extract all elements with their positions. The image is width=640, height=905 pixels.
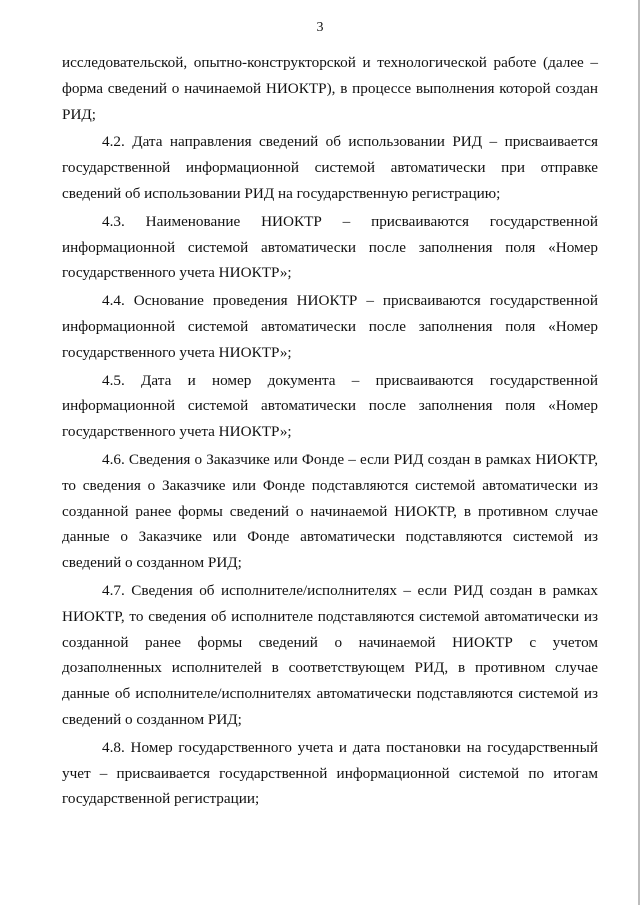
paragraph-4-6: 4.6. Сведения о Заказчике или Фонде – если РИД создан в рамках НИОКТР, то сведения о Заказчике или Фонде подставляются системой автоматически из созданной ранее формы сведений о начинаемой НИОКТР, в противном случае данные о Заказчике или Фонде автоматически подставляются системой из сведений о созданном РИД; bbox=[62, 450, 598, 572]
paragraph-continuation: исследовательской, опытно-конструкторской и технологической работе (далее – форма сведений о начинаемой НИОКТР), в процессе выполнения которой создан РИД; bbox=[62, 54, 598, 123]
document-body bbox=[62, 50, 598, 814]
paragraph-4-4: 4.4. Основание проведения НИОКТР – присваиваются государственной информационной системой автоматически после заполнения поля «Номер государственного учета НИОКТР»; bbox=[62, 292, 598, 361]
paragraph-4-5: 4.5. Дата и номер документа – присваиваются государственной информационной системой автоматически после заполнения поля «Номер государственного учета НИОКТР»; bbox=[62, 371, 598, 441]
paragraph-4-7: 4.7. Сведения об исполнителе/исполнителях – если РИД создан в рамках НИОКТР, то сведения об исполнителе подставляются системой автоматически из созданной ранее формы сведений о начинаемой НИОКТР с учетом дозаполненных исполнителей в соответствующем РИД, в противном случае данные об исполнителе/исполнителях автоматически подставляются системой из сведений о созданном РИД; bbox=[62, 581, 598, 728]
paragraph-4-2: 4.2. Дата направления сведений об использовании РИД – присваивается государственной информационной системой автоматически при отправке сведений об использовании РИД на государственную регистрацию; bbox=[62, 133, 598, 202]
paragraph-4-3: 4.3. Наименование НИОКТР – присваиваются государственной информационной системой автоматически после заполнения поля «Номер государственного учета НИОКТР»; bbox=[62, 212, 598, 282]
paragraph-4-8: 4.8. Номер государственного учета и дата постановки на государственный учет – присваивается государственной информационной системой по итогам государственной регистрации; bbox=[62, 738, 598, 808]
page-number: 3 bbox=[316, 20, 324, 35]
